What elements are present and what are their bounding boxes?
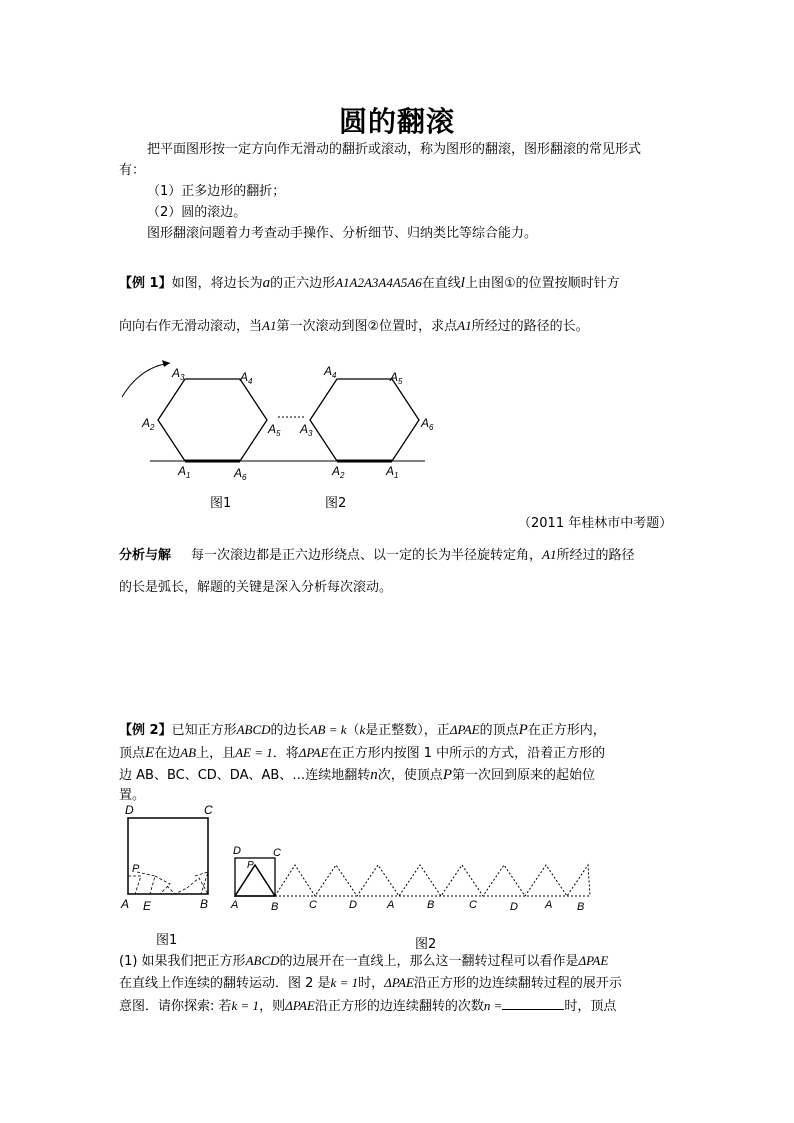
var: k = 1	[330, 975, 359, 990]
intro-line3: 图形翻滚问题着力考查动手操作、分析细节、归纳类比等综合能力。	[147, 226, 538, 241]
ex2-fig2-caption: 图2	[415, 937, 437, 952]
var: ΔPAE	[285, 998, 315, 1013]
label-A6: $A_6$	[421, 416, 434, 432]
analysis-line2: 的长是弧长，解题的关键是深入分析每次滚动。	[119, 580, 393, 595]
var: AB	[180, 745, 197, 760]
var-l: l	[460, 275, 465, 291]
var: ΔPAE	[449, 722, 480, 737]
zigzag-path	[275, 865, 590, 896]
var: ΔPAE	[298, 745, 329, 760]
var: ABCD	[236, 722, 271, 737]
var: ΔPAE	[578, 953, 609, 968]
text: 上，且	[196, 746, 236, 761]
text: 在直线上作连续的翻转运动．图 2 是	[119, 976, 331, 991]
example2-line1	[119, 720, 606, 741]
label-A5: $A_5$	[268, 422, 281, 438]
var: ΔPAE	[384, 975, 414, 990]
text: 所经过的路径	[556, 548, 635, 563]
label-C: C	[204, 803, 213, 817]
text: ，则	[259, 999, 286, 1014]
label-D: D	[125, 803, 134, 817]
label-D: D	[233, 845, 241, 857]
var: AE = 1	[235, 745, 273, 760]
q-line1	[119, 951, 608, 972]
text: 在边	[154, 746, 181, 761]
text: （	[346, 723, 360, 738]
text: 的顶点	[479, 723, 519, 738]
label-A1: $A_1$	[178, 464, 191, 480]
hexagon-figure	[110, 355, 440, 515]
hexagon-1	[158, 379, 267, 461]
text: 边 AB、BC、CD、DA、AB、…连续地翻转	[119, 768, 371, 783]
text: (1) 如果我们把正方形	[119, 954, 246, 969]
var-A1: A1	[262, 318, 277, 333]
answer-blank[interactable]	[502, 997, 564, 1010]
label-A6: $A_6$	[234, 466, 247, 482]
text: 时，顶点	[564, 999, 617, 1014]
flip-triangles	[128, 872, 208, 894]
text: 是正整数），正	[365, 723, 450, 738]
text: 的边长	[270, 723, 310, 738]
example2-line3	[119, 765, 595, 786]
rotation-arrow	[122, 363, 170, 397]
var: ABCD	[245, 953, 280, 968]
intro-line2: 有：	[119, 163, 146, 178]
text: 第一次回到原来的起始位	[451, 768, 595, 783]
text: 的边展开在一直线上，那么这一翻转过程可以看作是	[279, 954, 579, 969]
var: n =	[483, 998, 503, 1013]
strip-figure	[225, 840, 600, 915]
example1-line2	[119, 316, 589, 337]
text: 已知正方形	[171, 723, 237, 738]
strip-label-A: A	[231, 899, 239, 911]
var: n	[370, 767, 378, 783]
strip-label-C: C	[469, 899, 477, 911]
strip-label-D: D	[510, 901, 518, 913]
text: 意图．请你探索: 若	[119, 999, 232, 1014]
q-line3	[119, 996, 616, 1017]
label-P: P	[247, 860, 254, 871]
fig2-caption: 图2	[325, 496, 347, 511]
analysis-tag: 分析与解	[119, 548, 172, 563]
text: 时，	[358, 976, 385, 991]
text: 沿正方形的边连续翻转过程的展开示	[413, 976, 622, 991]
hexagon-2	[310, 379, 419, 461]
intro-line1: 把平面图形按一定方向作无滑动的翻折或滚动，称为图形的翻滚，图形翻滚的常见形式	[147, 142, 642, 157]
label-A2: $A_2$	[332, 464, 345, 480]
label-A4: $A_4$	[240, 370, 253, 386]
page-title: 圆的翻滚	[338, 105, 455, 138]
label-A3: $A_3$	[300, 422, 313, 438]
var: E	[145, 745, 155, 761]
analysis-line1	[119, 545, 635, 566]
hexagon-name: A1A2A3A4A5A6	[335, 275, 422, 290]
text: 上由图①的位置按顺时针方	[464, 276, 620, 291]
arrow-head-icon	[162, 360, 170, 367]
text: 次，使顶点	[377, 768, 443, 783]
text: ．将	[272, 746, 299, 761]
label-E: E	[143, 899, 152, 913]
text: 在正方形内，	[527, 723, 606, 738]
label-A4: $A_4$	[324, 364, 337, 380]
label-P: P	[132, 863, 140, 875]
square-ABCD	[128, 818, 208, 894]
example1-line1	[119, 273, 620, 294]
q-line2	[119, 973, 622, 994]
example2-line2	[119, 743, 605, 764]
strip-label-B: B	[427, 899, 435, 911]
example1-tag: 【例 1】	[119, 276, 172, 291]
var: k = 1	[231, 998, 260, 1013]
text: 所经过的路径的长。	[471, 319, 589, 334]
strip-label-D: D	[349, 899, 357, 911]
var-A1: A1	[542, 547, 557, 562]
var: P	[442, 767, 452, 783]
strip-label-B: B	[577, 901, 585, 913]
triangle-PAE	[235, 865, 275, 896]
label-C: C	[273, 847, 281, 859]
source-note: （2011 年桂林市中考题）	[518, 516, 673, 531]
text: 每一次滚边都是正六边形绕点、以一定的长为半径旋转定角，	[191, 548, 543, 563]
var: P	[518, 722, 528, 738]
var-A1: A1	[457, 318, 472, 333]
strip-label-C: C	[309, 899, 317, 911]
text: 沿正方形的边连续翻转的次数	[314, 999, 484, 1014]
text: 向向右作无滑动滚动，当	[119, 319, 263, 334]
var-a: a	[262, 275, 271, 291]
intro-item2: （2）圆的滚边。	[147, 205, 247, 220]
fig1-caption: 图1	[210, 496, 232, 511]
strip-label-A: A	[387, 899, 395, 911]
square-figure	[115, 800, 225, 915]
label-A: A	[121, 897, 130, 911]
ex2-fig1-caption: 图1	[156, 933, 178, 948]
label-A5: $A_5$	[390, 370, 403, 386]
label-A1: $A_1$	[386, 464, 399, 480]
example2-line4: 置。	[119, 788, 146, 803]
example2-tag: 【例 2】	[119, 723, 172, 738]
var: k	[359, 722, 366, 737]
text: 的正六边形	[270, 276, 336, 291]
text: 在正方形内按图 1 中所示的方式，沿着正方形的	[328, 746, 606, 761]
strip-label-A: A	[545, 899, 553, 911]
intro-item1: （1）正多边形的翻折；	[147, 184, 286, 199]
text: 在直线	[421, 276, 461, 291]
strip-label-B: B	[271, 901, 279, 913]
var: AB = k	[309, 722, 347, 737]
label-A2: $A_2$	[142, 416, 155, 432]
text: 如图，将边长为	[171, 276, 263, 291]
text: 顶点	[119, 746, 146, 761]
label-B: B	[200, 897, 209, 911]
text: 第一次滚动到图②位置时，求点	[276, 319, 458, 334]
label-A3: $A_3$	[172, 366, 185, 382]
